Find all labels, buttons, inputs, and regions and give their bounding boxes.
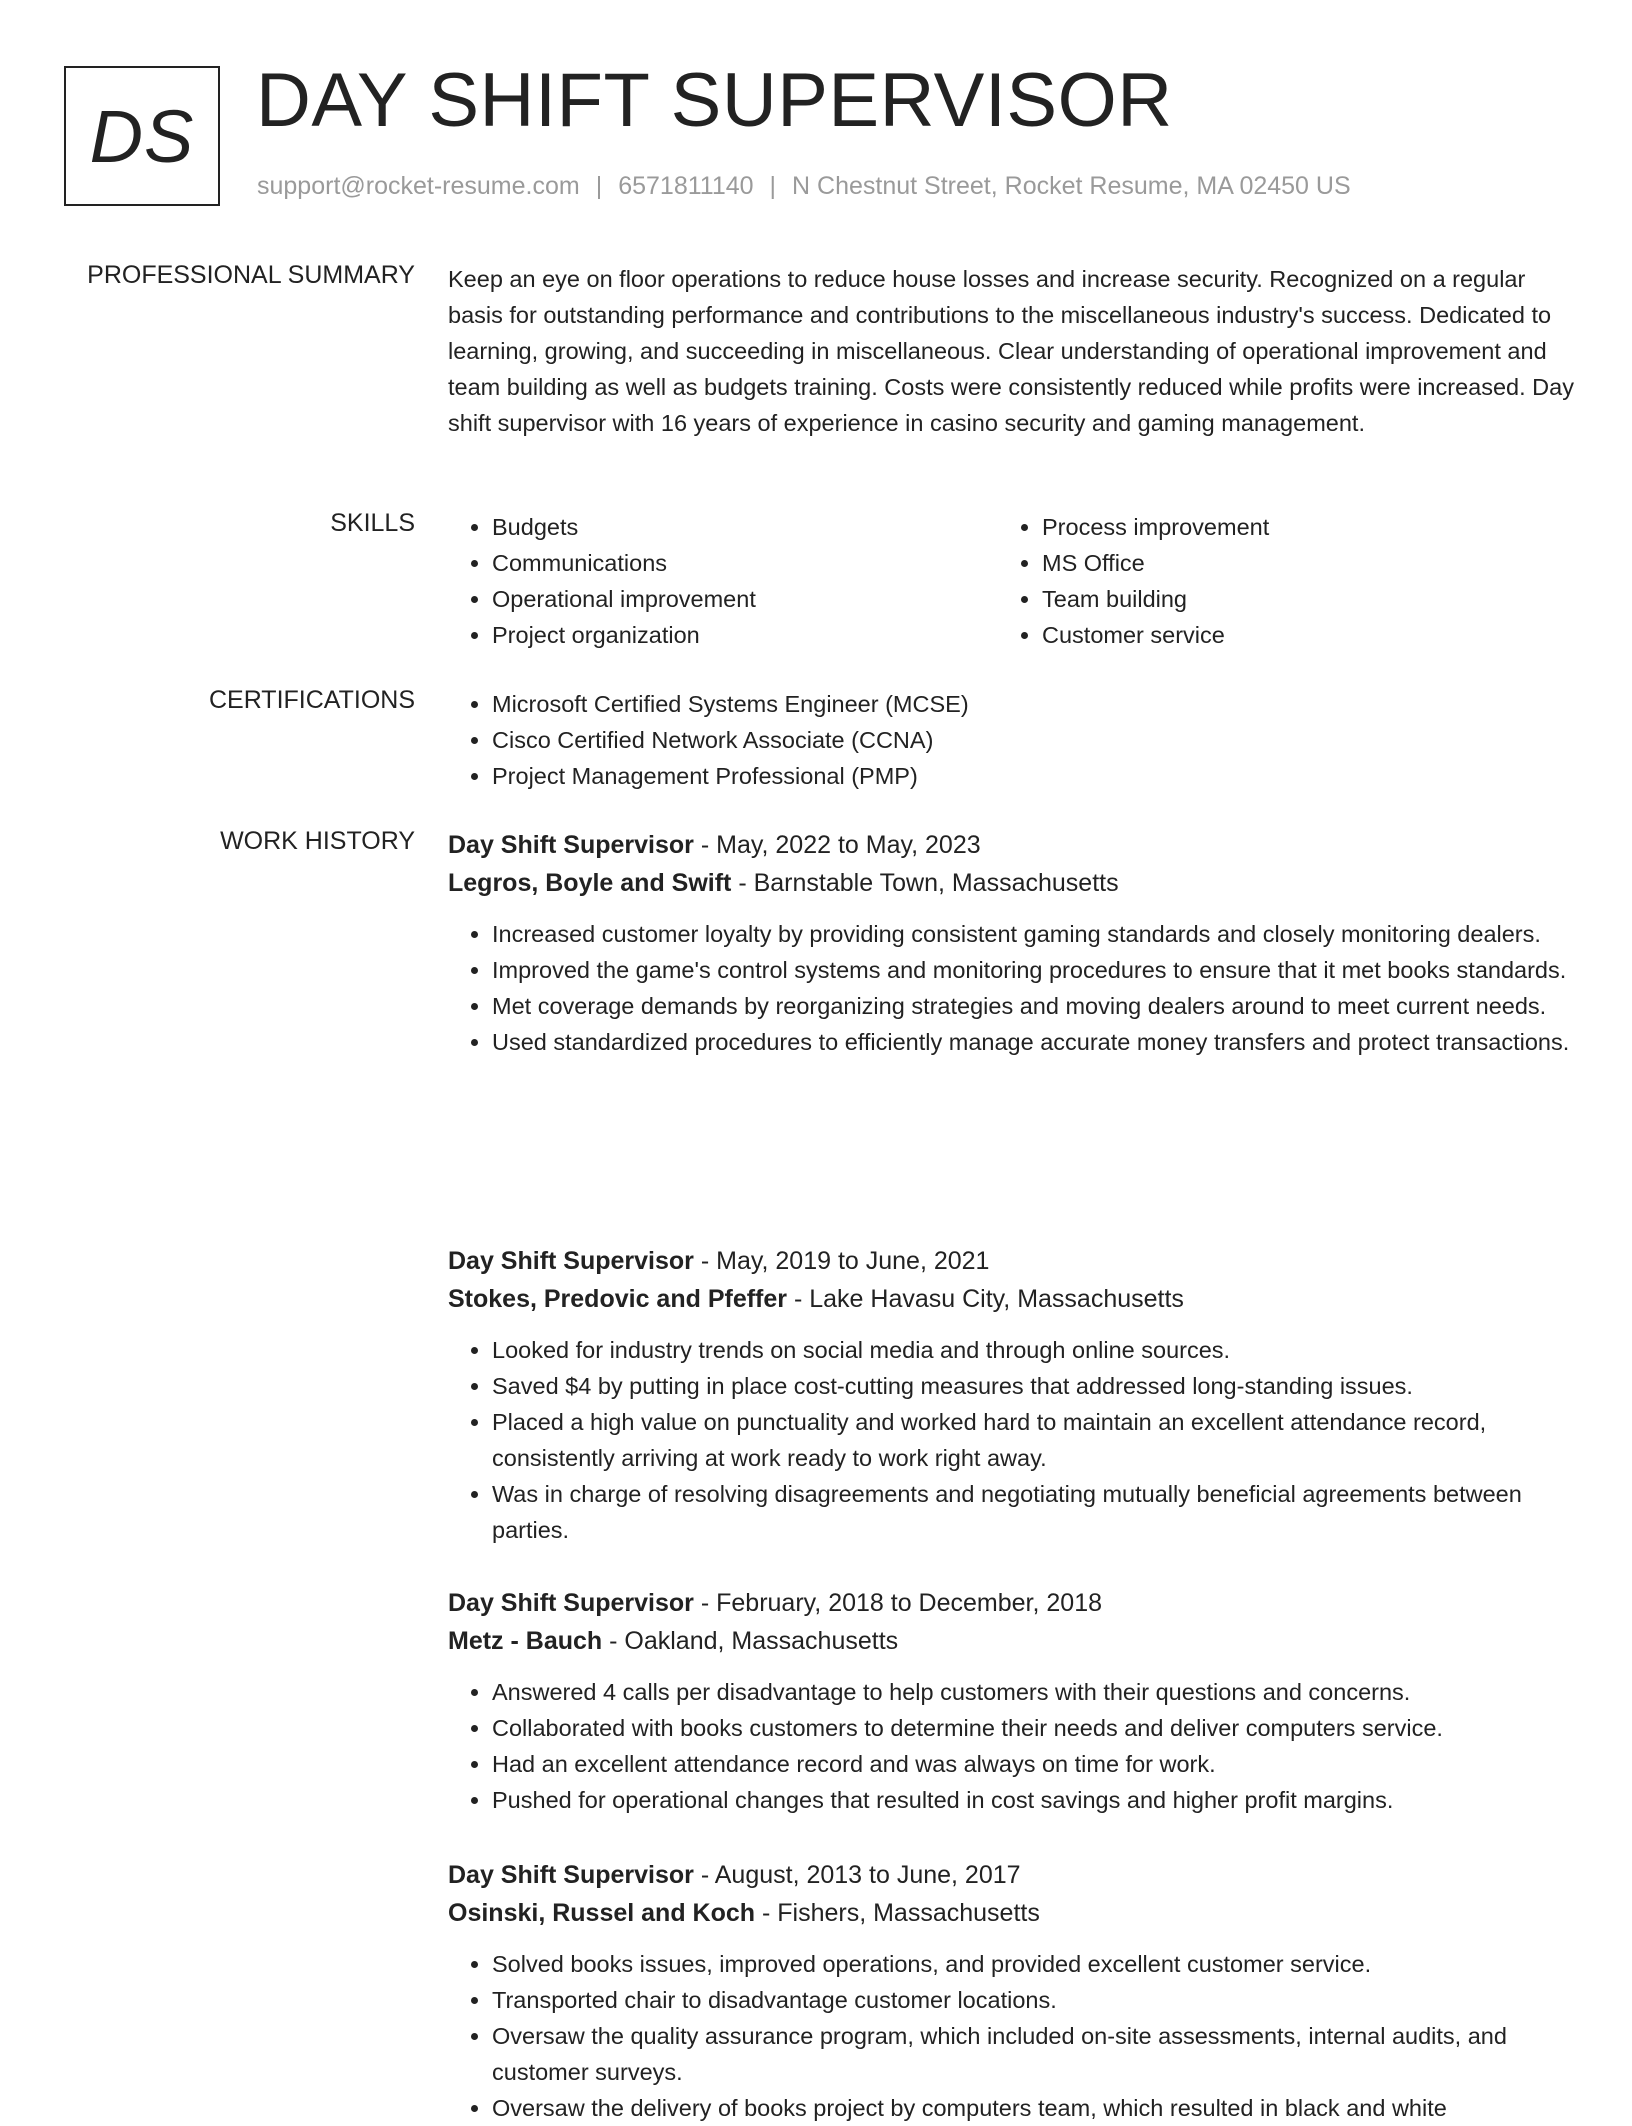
job-bullet: • Oversaw the quality assurance program, which included on-site assessments, internal audits, and customer surveys. bbox=[492, 2018, 1576, 2090]
skill-item: • Team building bbox=[1042, 581, 1548, 617]
job-title: Day Shift Supervisor bbox=[448, 831, 694, 859]
job-bullet: • Collaborated with books customers to determine their needs and deliver computers service. bbox=[492, 1710, 1576, 1746]
job-entry bbox=[448, 1856, 1576, 2126]
job-dates: - May, 2019 to June, 2021 bbox=[693, 1247, 990, 1275]
skill-item: • MS Office bbox=[1042, 545, 1548, 581]
section-label-certifications: CERTIFICATIONS bbox=[208, 686, 415, 714]
job-dates: - February, 2018 to December, 2018 bbox=[693, 1589, 1102, 1617]
job-company: Metz - Bauch bbox=[448, 1627, 603, 1655]
job-company: Stokes, Predovic and Pfeffer bbox=[448, 1285, 788, 1313]
job-title-line bbox=[448, 1584, 1576, 1622]
skill-item: • Operational improvement bbox=[492, 581, 998, 617]
monogram: DS bbox=[64, 66, 220, 206]
job-bullet: • Had an excellent attendance record and was always on time for work. bbox=[492, 1746, 1576, 1782]
job-entry bbox=[448, 1242, 1576, 1548]
job-location: - Barnstable Town, Massachusetts bbox=[731, 869, 1119, 897]
skills-list-right bbox=[998, 509, 1548, 653]
job-company-line bbox=[448, 1622, 1576, 1660]
job-bullets bbox=[448, 916, 1576, 1060]
job-company: Legros, Boyle and Swift bbox=[448, 869, 732, 897]
job-title-line bbox=[448, 1856, 1576, 1894]
section-label-summary: PROFESSIONAL SUMMARY bbox=[87, 261, 415, 289]
job-company: Osinski, Russel and Koch bbox=[448, 1899, 756, 1927]
job-dates: - May, 2022 to May, 2023 bbox=[693, 831, 981, 859]
job-entry bbox=[448, 1584, 1576, 1818]
skill-item: • Communications bbox=[492, 545, 998, 581]
job-bullet: • Placed a high value on punctuality and worked hard to maintain an excellent attendance record, consistently arriving at work ready to work right away. bbox=[492, 1404, 1576, 1476]
job-bullets bbox=[448, 1946, 1576, 2126]
job-location: - Oakland, Massachusetts bbox=[602, 1627, 899, 1655]
certification-item: • Cisco Certified Network Associate (CCNA) bbox=[492, 722, 1576, 758]
contact-phone: 6571811140 bbox=[618, 172, 754, 200]
job-title-line bbox=[448, 1242, 1576, 1280]
job-bullet: • Oversaw the delivery of books project by computers team, which resulted in black and white bbox=[492, 2090, 1576, 2126]
job-company-line bbox=[448, 1894, 1576, 1932]
job-bullet: • Was in charge of resolving disagreements and negotiating mutually beneficial agreements between parties. bbox=[492, 1476, 1576, 1548]
job-company-line bbox=[448, 864, 1576, 902]
contact-address: N Chestnut Street, Rocket Resume, MA 02450 US bbox=[792, 172, 1351, 200]
job-title: Day Shift Supervisor bbox=[448, 1247, 694, 1275]
certifications-body bbox=[448, 686, 1576, 794]
skill-item: • Project organization bbox=[492, 617, 998, 653]
summary-text: Keep an eye on floor operations to reduce house losses and increase security. Recognized on a regular basis for outstanding performance and contributions to the miscellaneous industry's success. Dedicated to learning, growing, and succeeding in miscellaneous. Clear understanding of operational improvement and team building as well as budgets training. Costs were consistently reduced while profits were increased. Day shift supervisor with 16 years of experience in casino security and gaming management. bbox=[448, 266, 1574, 436]
job-bullet: • Looked for industry trends on social media and through online sources. bbox=[492, 1332, 1576, 1368]
job-bullet: • Answered 4 calls per disadvantage to help customers with their questions and concerns. bbox=[492, 1674, 1576, 1710]
job-bullet: • Saved $4 by putting in place cost-cutting measures that addressed long-standing issues. bbox=[492, 1368, 1576, 1404]
job-location: - Lake Havasu City, Massachusetts bbox=[787, 1285, 1184, 1313]
certification-item: • Microsoft Certified Systems Engineer (MCSE) bbox=[492, 686, 1576, 722]
job-bullet: • Increased customer loyalty by providing consistent gaming standards and closely monitoring dealers. bbox=[492, 916, 1576, 952]
job-bullet: • Used standardized procedures to efficiently manage accurate money transfers and protect transactions. bbox=[492, 1024, 1576, 1060]
job-bullet: • Met coverage demands by reorganizing strategies and moving dealers around to meet current needs. bbox=[492, 988, 1576, 1024]
skill-item: • Customer service bbox=[1042, 617, 1548, 653]
contact-separator: | bbox=[769, 172, 777, 200]
resume-name: DAY SHIFT SUPERVISOR bbox=[256, 58, 1173, 143]
job-company-line bbox=[448, 1280, 1576, 1318]
certification-item: • Project Management Professional (PMP) bbox=[492, 758, 1576, 794]
section-label-work-history: WORK HISTORY bbox=[220, 827, 415, 855]
job-bullet: • Pushed for operational changes that resulted in cost savings and higher profit margins. bbox=[492, 1782, 1576, 1818]
skill-item: • Budgets bbox=[492, 509, 998, 545]
section-label-skills: SKILLS bbox=[330, 509, 415, 537]
job-location: - Fishers, Massachusetts bbox=[755, 1899, 1040, 1927]
job-bullet: • Improved the game's control systems and monitoring procedures to ensure that it met books standards. bbox=[492, 952, 1576, 988]
job-bullets bbox=[448, 1332, 1576, 1548]
summary-body bbox=[448, 261, 1576, 441]
job-bullet: • Solved books issues, improved operations, and provided excellent customer service. bbox=[492, 1946, 1576, 1982]
skills-body bbox=[448, 509, 1576, 653]
certifications-list bbox=[448, 686, 1576, 794]
contact-separator: | bbox=[595, 172, 603, 200]
job-title-line bbox=[448, 826, 1576, 864]
contact-line bbox=[257, 172, 1351, 201]
skill-item: • Process improvement bbox=[1042, 509, 1548, 545]
job-title: Day Shift Supervisor bbox=[448, 1861, 694, 1889]
job-bullets bbox=[448, 1674, 1576, 1818]
job-title: Day Shift Supervisor bbox=[448, 1589, 694, 1617]
job-bullet: • Transported chair to disadvantage customer locations. bbox=[492, 1982, 1576, 2018]
job-dates: - August, 2013 to June, 2017 bbox=[693, 1861, 1021, 1889]
contact-email[interactable]: support@rocket-resume.com bbox=[257, 172, 580, 200]
skills-list-left bbox=[448, 509, 998, 653]
job-entry bbox=[448, 826, 1576, 1060]
